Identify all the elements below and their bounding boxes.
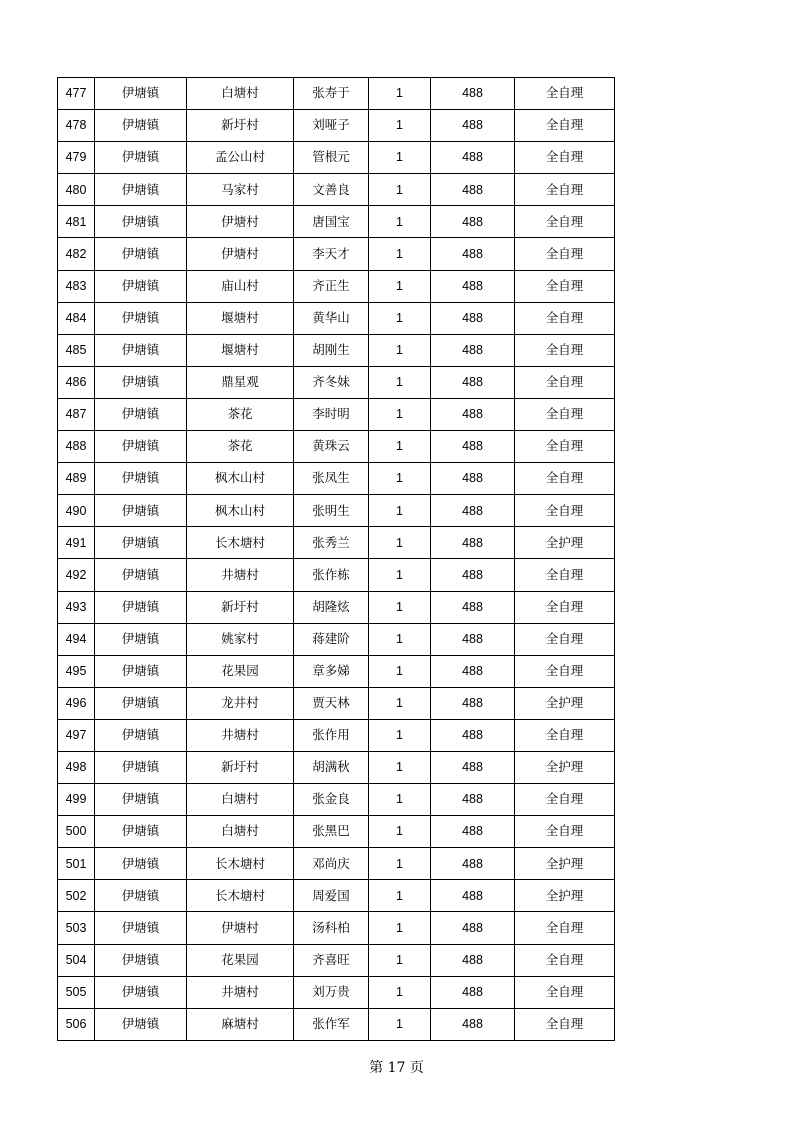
amount-cell: 488	[431, 719, 515, 751]
count-cell: 1	[369, 559, 431, 591]
name-cell: 张寿于	[294, 78, 369, 110]
row-index: 496	[58, 687, 95, 719]
town-cell: 伊塘镇	[95, 655, 187, 687]
village-cell: 花果园	[187, 944, 294, 976]
row-index: 484	[58, 302, 95, 334]
village-cell: 枫木山村	[187, 495, 294, 527]
amount-cell: 488	[431, 238, 515, 270]
table-row	[58, 784, 615, 816]
count-cell: 1	[369, 976, 431, 1008]
count-cell: 1	[369, 238, 431, 270]
village-cell: 姚家村	[187, 623, 294, 655]
name-cell: 刘万贵	[294, 976, 369, 1008]
row-index: 490	[58, 495, 95, 527]
village-cell: 鼎星观	[187, 366, 294, 398]
village-cell: 新圩村	[187, 751, 294, 783]
town-cell: 伊塘镇	[95, 559, 187, 591]
village-cell: 堰塘村	[187, 302, 294, 334]
table-row	[58, 719, 615, 751]
name-cell: 张黑巴	[294, 816, 369, 848]
count-cell: 1	[369, 784, 431, 816]
name-cell: 张作栋	[294, 559, 369, 591]
town-cell: 伊塘镇	[95, 431, 187, 463]
village-cell: 白塘村	[187, 784, 294, 816]
town-cell: 伊塘镇	[95, 880, 187, 912]
care-type-cell: 全自理	[515, 366, 615, 398]
table-row	[58, 687, 615, 719]
amount-cell: 488	[431, 174, 515, 206]
row-index: 487	[58, 398, 95, 430]
village-cell: 伊塘村	[187, 206, 294, 238]
table-row	[58, 848, 615, 880]
count-cell: 1	[369, 591, 431, 623]
town-cell: 伊塘镇	[95, 174, 187, 206]
row-index: 504	[58, 944, 95, 976]
count-cell: 1	[369, 495, 431, 527]
count-cell: 1	[369, 110, 431, 142]
town-cell: 伊塘镇	[95, 142, 187, 174]
village-cell: 井塘村	[187, 559, 294, 591]
town-cell: 伊塘镇	[95, 398, 187, 430]
row-index: 491	[58, 527, 95, 559]
row-index: 497	[58, 719, 95, 751]
amount-cell: 488	[431, 78, 515, 110]
row-index: 478	[58, 110, 95, 142]
name-cell: 张金良	[294, 784, 369, 816]
amount-cell: 488	[431, 880, 515, 912]
amount-cell: 488	[431, 206, 515, 238]
care-type-cell: 全护理	[515, 880, 615, 912]
name-cell: 张作用	[294, 719, 369, 751]
town-cell: 伊塘镇	[95, 1008, 187, 1040]
count-cell: 1	[369, 463, 431, 495]
table-row	[58, 463, 615, 495]
name-cell: 张秀兰	[294, 527, 369, 559]
table-row	[58, 206, 615, 238]
count-cell: 1	[369, 719, 431, 751]
table-row	[58, 174, 615, 206]
amount-cell: 488	[431, 687, 515, 719]
row-index: 495	[58, 655, 95, 687]
amount-cell: 488	[431, 591, 515, 623]
name-cell: 邓尚庆	[294, 848, 369, 880]
name-cell: 管根元	[294, 142, 369, 174]
care-type-cell: 全自理	[515, 912, 615, 944]
village-cell: 伊塘村	[187, 238, 294, 270]
name-cell: 周爱国	[294, 880, 369, 912]
row-index: 506	[58, 1008, 95, 1040]
town-cell: 伊塘镇	[95, 623, 187, 655]
count-cell: 1	[369, 848, 431, 880]
row-index: 500	[58, 816, 95, 848]
amount-cell: 488	[431, 366, 515, 398]
care-type-cell: 全自理	[515, 78, 615, 110]
care-type-cell: 全自理	[515, 174, 615, 206]
care-type-cell: 全自理	[515, 816, 615, 848]
care-type-cell: 全自理	[515, 976, 615, 1008]
town-cell: 伊塘镇	[95, 527, 187, 559]
amount-cell: 488	[431, 110, 515, 142]
care-type-cell: 全自理	[515, 302, 615, 334]
amount-cell: 488	[431, 976, 515, 1008]
table-row	[58, 880, 615, 912]
name-cell: 李天才	[294, 238, 369, 270]
count-cell: 1	[369, 206, 431, 238]
count-cell: 1	[369, 366, 431, 398]
row-index: 482	[58, 238, 95, 270]
count-cell: 1	[369, 142, 431, 174]
table-row	[58, 78, 615, 110]
row-index: 501	[58, 848, 95, 880]
row-index: 479	[58, 142, 95, 174]
amount-cell: 488	[431, 944, 515, 976]
care-type-cell: 全自理	[515, 655, 615, 687]
table-row	[58, 944, 615, 976]
row-index: 485	[58, 334, 95, 366]
amount-cell: 488	[431, 816, 515, 848]
care-type-cell: 全自理	[515, 623, 615, 655]
care-type-cell: 全自理	[515, 334, 615, 366]
town-cell: 伊塘镇	[95, 816, 187, 848]
count-cell: 1	[369, 816, 431, 848]
village-cell: 白塘村	[187, 816, 294, 848]
row-index: 488	[58, 431, 95, 463]
care-type-cell: 全自理	[515, 431, 615, 463]
town-cell: 伊塘镇	[95, 719, 187, 751]
town-cell: 伊塘镇	[95, 78, 187, 110]
town-cell: 伊塘镇	[95, 976, 187, 1008]
village-cell: 花果园	[187, 655, 294, 687]
name-cell: 章多娣	[294, 655, 369, 687]
name-cell: 张凤生	[294, 463, 369, 495]
town-cell: 伊塘镇	[95, 110, 187, 142]
town-cell: 伊塘镇	[95, 687, 187, 719]
village-cell: 井塘村	[187, 719, 294, 751]
name-cell: 胡隆炫	[294, 591, 369, 623]
village-cell: 白塘村	[187, 78, 294, 110]
table-row	[58, 816, 615, 848]
village-cell: 枫木山村	[187, 463, 294, 495]
count-cell: 1	[369, 527, 431, 559]
town-cell: 伊塘镇	[95, 751, 187, 783]
table-row	[58, 591, 615, 623]
amount-cell: 488	[431, 431, 515, 463]
care-type-cell: 全护理	[515, 848, 615, 880]
name-cell: 齐喜旺	[294, 944, 369, 976]
count-cell: 1	[369, 270, 431, 302]
count-cell: 1	[369, 912, 431, 944]
care-type-cell: 全自理	[515, 206, 615, 238]
name-cell: 张明生	[294, 495, 369, 527]
table-row	[58, 976, 615, 1008]
name-cell: 汤科柏	[294, 912, 369, 944]
row-index: 480	[58, 174, 95, 206]
town-cell: 伊塘镇	[95, 784, 187, 816]
row-index: 481	[58, 206, 95, 238]
town-cell: 伊塘镇	[95, 463, 187, 495]
village-cell: 龙井村	[187, 687, 294, 719]
town-cell: 伊塘镇	[95, 912, 187, 944]
name-cell: 张作军	[294, 1008, 369, 1040]
town-cell: 伊塘镇	[95, 591, 187, 623]
amount-cell: 488	[431, 1008, 515, 1040]
name-cell: 黄华山	[294, 302, 369, 334]
village-cell: 长木塘村	[187, 527, 294, 559]
count-cell: 1	[369, 687, 431, 719]
village-cell: 新圩村	[187, 591, 294, 623]
records-table	[57, 77, 615, 1041]
town-cell: 伊塘镇	[95, 944, 187, 976]
row-index: 499	[58, 784, 95, 816]
care-type-cell: 全自理	[515, 784, 615, 816]
care-type-cell: 全自理	[515, 719, 615, 751]
row-index: 503	[58, 912, 95, 944]
care-type-cell: 全自理	[515, 142, 615, 174]
records-table-body	[58, 78, 615, 1041]
name-cell: 刘哑子	[294, 110, 369, 142]
row-index: 505	[58, 976, 95, 1008]
amount-cell: 488	[431, 623, 515, 655]
amount-cell: 488	[431, 463, 515, 495]
town-cell: 伊塘镇	[95, 848, 187, 880]
name-cell: 黄珠云	[294, 431, 369, 463]
care-type-cell: 全自理	[515, 944, 615, 976]
village-cell: 长木塘村	[187, 880, 294, 912]
table-row	[58, 559, 615, 591]
name-cell: 贾天林	[294, 687, 369, 719]
count-cell: 1	[369, 334, 431, 366]
village-cell: 长木塘村	[187, 848, 294, 880]
amount-cell: 488	[431, 751, 515, 783]
table-row	[58, 431, 615, 463]
table-row	[58, 1008, 615, 1040]
care-type-cell: 全自理	[515, 398, 615, 430]
amount-cell: 488	[431, 334, 515, 366]
amount-cell: 488	[431, 495, 515, 527]
row-index: 502	[58, 880, 95, 912]
table-row	[58, 751, 615, 783]
care-type-cell: 全护理	[515, 527, 615, 559]
table-row	[58, 527, 615, 559]
name-cell: 齐正生	[294, 270, 369, 302]
table-row	[58, 110, 615, 142]
row-index: 498	[58, 751, 95, 783]
village-cell: 堰塘村	[187, 334, 294, 366]
count-cell: 1	[369, 431, 431, 463]
village-cell: 茶花	[187, 431, 294, 463]
care-type-cell: 全自理	[515, 495, 615, 527]
care-type-cell: 全自理	[515, 110, 615, 142]
name-cell: 胡满秋	[294, 751, 369, 783]
count-cell: 1	[369, 751, 431, 783]
count-cell: 1	[369, 655, 431, 687]
town-cell: 伊塘镇	[95, 238, 187, 270]
amount-cell: 488	[431, 912, 515, 944]
name-cell: 齐冬妹	[294, 366, 369, 398]
row-index: 493	[58, 591, 95, 623]
amount-cell: 488	[431, 559, 515, 591]
village-cell: 马家村	[187, 174, 294, 206]
name-cell: 胡刚生	[294, 334, 369, 366]
amount-cell: 488	[431, 848, 515, 880]
town-cell: 伊塘镇	[95, 270, 187, 302]
count-cell: 1	[369, 880, 431, 912]
table-row	[58, 270, 615, 302]
name-cell: 文善良	[294, 174, 369, 206]
care-type-cell: 全护理	[515, 751, 615, 783]
row-index: 494	[58, 623, 95, 655]
table-row	[58, 912, 615, 944]
table-row	[58, 366, 615, 398]
village-cell: 孟公山村	[187, 142, 294, 174]
table-row	[58, 334, 615, 366]
count-cell: 1	[369, 398, 431, 430]
amount-cell: 488	[431, 142, 515, 174]
row-index: 483	[58, 270, 95, 302]
village-cell: 井塘村	[187, 976, 294, 1008]
name-cell: 唐国宝	[294, 206, 369, 238]
count-cell: 1	[369, 78, 431, 110]
village-cell: 茶花	[187, 398, 294, 430]
amount-cell: 488	[431, 527, 515, 559]
care-type-cell: 全自理	[515, 1008, 615, 1040]
care-type-cell: 全自理	[515, 463, 615, 495]
table-row	[58, 302, 615, 334]
care-type-cell: 全自理	[515, 559, 615, 591]
amount-cell: 488	[431, 302, 515, 334]
care-type-cell: 全自理	[515, 591, 615, 623]
town-cell: 伊塘镇	[95, 206, 187, 238]
care-type-cell: 全自理	[515, 238, 615, 270]
count-cell: 1	[369, 623, 431, 655]
count-cell: 1	[369, 302, 431, 334]
village-cell: 伊塘村	[187, 912, 294, 944]
amount-cell: 488	[431, 398, 515, 430]
row-index: 492	[58, 559, 95, 591]
town-cell: 伊塘镇	[95, 334, 187, 366]
table-row	[58, 623, 615, 655]
care-type-cell: 全护理	[515, 687, 615, 719]
name-cell: 李时明	[294, 398, 369, 430]
table-row	[58, 238, 615, 270]
care-type-cell: 全自理	[515, 270, 615, 302]
row-index: 489	[58, 463, 95, 495]
village-cell: 麻塘村	[187, 1008, 294, 1040]
row-index: 477	[58, 78, 95, 110]
count-cell: 1	[369, 174, 431, 206]
page-number: 第 17 页	[369, 1060, 424, 1076]
table-row	[58, 142, 615, 174]
amount-cell: 488	[431, 784, 515, 816]
count-cell: 1	[369, 1008, 431, 1040]
count-cell: 1	[369, 944, 431, 976]
village-cell: 新圩村	[187, 110, 294, 142]
amount-cell: 488	[431, 270, 515, 302]
village-cell: 庙山村	[187, 270, 294, 302]
name-cell: 蒋建阶	[294, 623, 369, 655]
amount-cell: 488	[431, 655, 515, 687]
table-row	[58, 655, 615, 687]
town-cell: 伊塘镇	[95, 495, 187, 527]
table-row	[58, 398, 615, 430]
table-row	[58, 495, 615, 527]
town-cell: 伊塘镇	[95, 366, 187, 398]
row-index: 486	[58, 366, 95, 398]
town-cell: 伊塘镇	[95, 302, 187, 334]
